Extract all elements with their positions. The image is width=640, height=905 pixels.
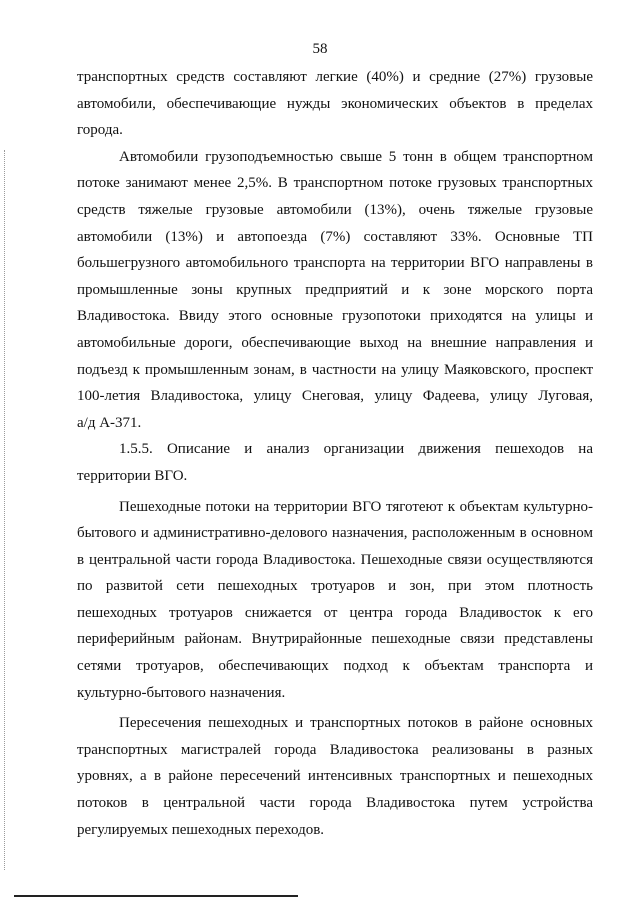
text-line: 100-летия Владивостока, улицу Снеговая, улицу Фадеева, улицу Луговая, (77, 388, 593, 405)
text-line: Автомобили грузоподъемностью свыше 5 тонн в общем транспортном (119, 148, 593, 165)
text-line: сетями тротуаров, обеспечивающих подход к объектам транспорта и (77, 658, 593, 675)
text-line: а/д А-371. (77, 414, 142, 431)
page-body (77, 64, 593, 843)
text-line: уровнях, а в районе пересечений интенсивных транспортных и пешеходных (77, 768, 593, 785)
paragraph (77, 144, 593, 437)
text-line: по развитой сети пешеходных тротуаров и зон, при этом плотность (77, 578, 593, 595)
text-line: 1.5.5. Описание и анализ организации движения пешеходов на (119, 441, 593, 458)
text-line: в центральной части города Владивостока. Пешеходные связи осуществляются (77, 551, 593, 568)
text-line: Владивостока. Ввиду этого основные грузопотоки приходятся на улицы и (77, 308, 593, 325)
text-line: города. (77, 122, 123, 139)
text-line: большегрузного автомобильного транспорта на территории ВГО направлены в (77, 255, 593, 272)
text-line: культурно-бытового назначения. (77, 684, 286, 701)
text-line: промышленные зоны крупных предприятий и к зоне морского порта (77, 281, 593, 298)
bottom-scan-rule (14, 895, 298, 897)
paragraph (77, 494, 593, 707)
text-line: потоке занимают менее 2,5%. В транспортном потоке грузовых транспортных (77, 175, 593, 192)
text-line: пешеходных тротуаров снижается от центра города Владивосток к его (77, 604, 593, 621)
text-line: средств тяжелые грузовые автомобили (13%), очень тяжелые грузовые (77, 201, 593, 218)
text-line: транспортных магистралей города Владивостока реализованы в разных (77, 741, 593, 758)
text-line: территории ВГО. (77, 467, 188, 484)
text-line: автомобили, обеспечивающие нужды экономических объектов в пределах (77, 95, 593, 112)
text-line: периферийным районам. Внутрирайонные пешеходные связи представлены (77, 631, 593, 648)
text-line: подъезд к промышленным зонам, в частности на улицу Маяковского, проспект (77, 361, 593, 378)
text-line: Пересечения пешеходных и транспортных потоков в районе основных (119, 715, 593, 732)
text-line: Пешеходные потоки на территории ВГО тяготеют к объектам культурно- (119, 498, 593, 515)
text-line: регулируемых пешеходных переходов. (77, 821, 325, 838)
text-line: бытового и административно-делового назначения, расположенным в основном (77, 525, 593, 542)
paragraph (77, 710, 593, 843)
text-line: автомобильные дороги, обеспечивающие выход на внешние направления и (77, 334, 593, 351)
text-line: автомобили (13%) и автопоезда (7%) составляют 33%. Основные ТП (77, 228, 593, 245)
scan-edge-mark (4, 150, 6, 870)
paragraph (77, 64, 593, 144)
text-line: транспортных средств составляют легкие (40%) и средние (27%) грузовые (77, 69, 593, 85)
section-heading (77, 436, 593, 489)
page-number: 58 (312, 41, 328, 57)
text-line: потоков в центральной части города Владивостока путем устройства (77, 795, 593, 812)
